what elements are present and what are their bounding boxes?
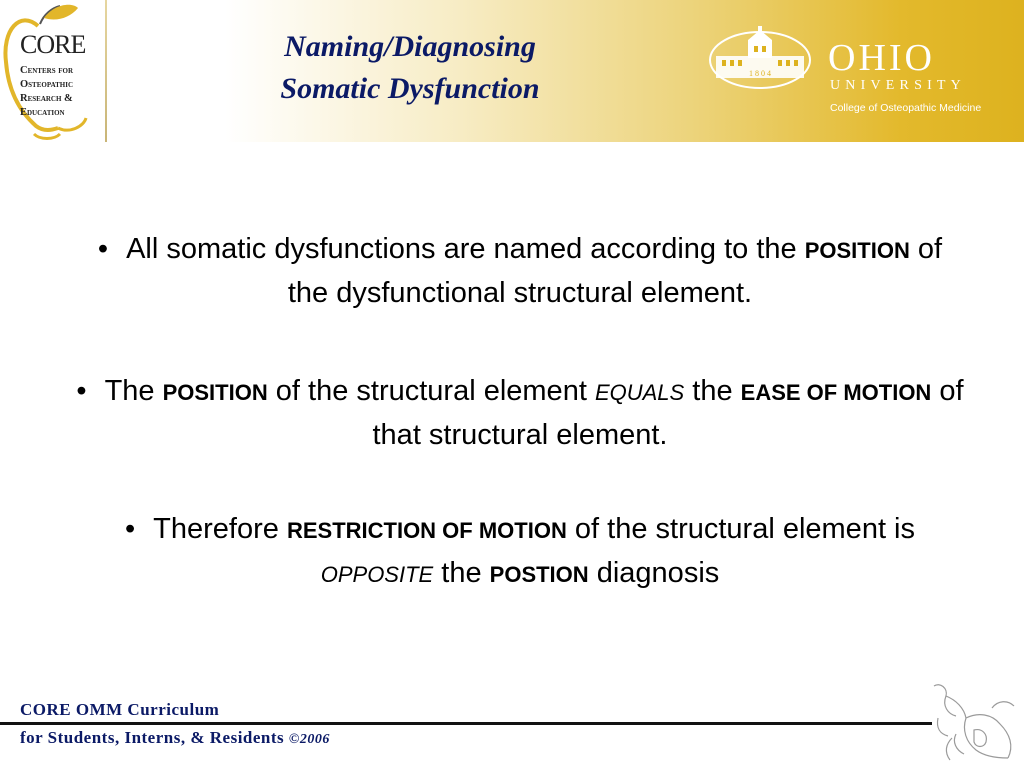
footer-rule	[0, 722, 932, 725]
bullet-keyword: POSITION	[162, 380, 268, 405]
slide-title-line2: Somatic Dysfunction	[280, 72, 540, 105]
core-logo-word: CORE	[20, 30, 86, 59]
core-logo-line: Centers for	[20, 65, 73, 76]
core-logo-line: Osteopathic	[20, 79, 74, 90]
bullet-text: of the structural element	[267, 375, 595, 407]
seal-year: 1 8 0 4	[749, 69, 771, 78]
bullet-keyword: POSITION	[804, 238, 910, 263]
core-logo-line: Education	[20, 107, 65, 118]
ohio-logo-college: College of Osteopathic Medicine	[830, 102, 982, 114]
bullet-text: of that structural element.	[372, 375, 964, 451]
bullet-dot: •	[97, 233, 109, 265]
slide-header	[0, 0, 1024, 142]
core-logo-line: Research &	[20, 93, 73, 104]
core-logo	[0, 0, 106, 142]
slide-title-line1: Naming/Diagnosing	[284, 30, 536, 63]
bullet-dot: •	[125, 513, 136, 545]
ohio-logo-word: OHIO	[828, 37, 935, 79]
bullet-text: of the dysfunctional structural element.	[287, 233, 943, 309]
bullet-dot: •	[76, 375, 87, 407]
bullet-item	[90, 228, 950, 314]
bullet-text: All somatic dysfunctions are named according to the	[126, 233, 805, 265]
header-divider	[105, 0, 107, 142]
bullet-text: the	[433, 557, 490, 589]
bullet-text: The	[104, 375, 163, 407]
ohio-logo-university: UNIVERSITY	[830, 78, 966, 93]
bullet-keyword: EASE OF MOTION	[740, 380, 932, 405]
bullet-text: of the structural element is	[566, 513, 915, 545]
bullet-text: diagnosis	[588, 557, 720, 589]
footer-curriculum: CORE OMM Curriculum	[20, 700, 220, 719]
slide-title	[200, 26, 620, 110]
core-logo-subtitle	[20, 64, 100, 120]
bullet-keyword: RESTRICTION OF MOTION	[286, 518, 567, 543]
footer-audience-text: for Students, Interns, & Residents	[20, 728, 285, 747]
bullet-keyword: POSTION	[489, 562, 589, 587]
bullet-emphasis: OPPOSITE	[320, 562, 434, 587]
footer-audience	[20, 728, 330, 748]
bullet-text: the	[684, 375, 741, 407]
bullet-item	[90, 508, 950, 596]
building-seal-icon	[708, 26, 812, 90]
anatomical-sketch-icon	[926, 678, 1020, 766]
footer-copyright: ©2006	[288, 732, 330, 747]
bullet-text: Therefore	[153, 513, 287, 545]
bullet-item	[60, 370, 980, 456]
bullet-emphasis: EQUALS	[594, 380, 685, 405]
